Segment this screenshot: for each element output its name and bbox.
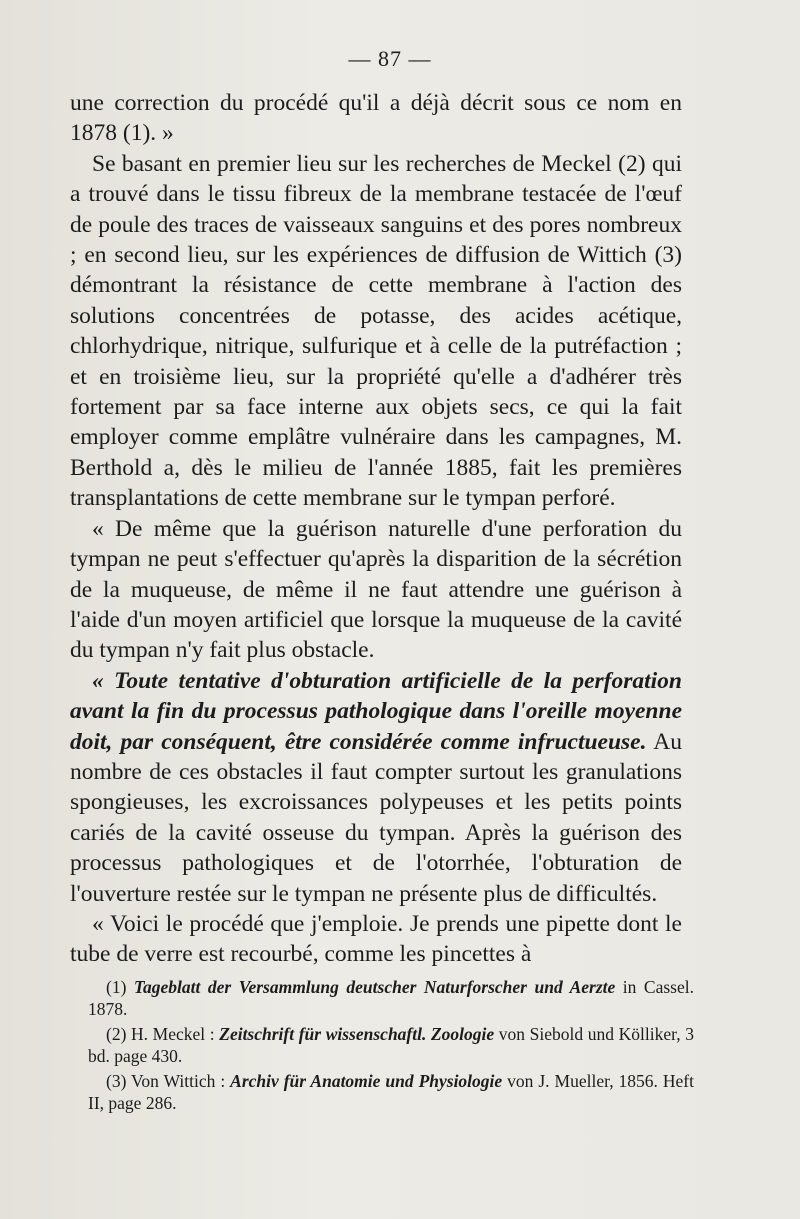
- paragraph-procede: « Voici le procédé que j'emploie. Je prends une pipette dont le tube de verre est recourbé, comme les pincettes à: [70, 910, 682, 968]
- footnote-1: [88, 976, 694, 1020]
- paragraph-berthold: Se basant en premier lieu sur les recherches de Meckel (2) qui a trouvé dans le tissu fibreux de la membrane testacée de l'œuf de poule des traces de vaisseaux sanguins et des pores nombreux ; en second lieu, sur les expériences de diffusion de Wittich (3) démontrant la résistance de cette membrane à l'action des solutions concentrées de potasse, des acides acétique, chlorhydrique, nitrique, sulfurique et à celle de la putréfaction ; et en troisième lieu, sur la propriété qu'elle a d'adhérer très fortement par sa face interne aux objets secs, ce qui la fait employer comme emplâtre vulnéraire dans les campagnes, M. Berthold a, dès le milieu de l'année 1885, fait les premières transplantations de cette membrane sur le tympan perforé.: [70, 150, 682, 512]
- footnote-2: [88, 1023, 694, 1067]
- footnote-2-rest: von Siebold und Kölliker, 3 bd. page 430.: [88, 1024, 694, 1066]
- paragraph-obturation: [70, 666, 682, 909]
- footnote-3-number: (3): [106, 1071, 127, 1091]
- paragraph-guerison: « De même que la guérison naturelle d'une perforation du tympan ne peut s'effectuer qu'après la disparition de la sécrétion de la muqueuse, de même il ne faut attendre une guérison à l'aide d'un moyen artificiel que lorsque la muqueuse de la cavité du tympan n'y fait plus obstacle.: [70, 515, 682, 664]
- footnote-3-author: Von Wittich :: [126, 1071, 231, 1091]
- paragraph-continuation: une correction du procédé qu'il a déjà décrit sous ce nom en 1878 (1). »: [70, 90, 682, 147]
- paragraph-obturation-rest: Au nombre de ces obstacles il faut compter surtout les granulations spongieuses, les excroissances polypeuses et les petits points cariés de la cavité osseuse du tympan. Après la guérison des processus pathologiques et de l'otorrhée, l'obturation de l'ouverture restée sur le tympan ne présente plus de difficultés.: [70, 728, 682, 907]
- footnote-2-title: Zeitschrift für wissenschaftl. Zoologie: [219, 1024, 495, 1044]
- footnote-1-title: Tageblatt der Versammlung deutscher Naturforscher und Aerzte: [133, 977, 616, 997]
- body-text: [70, 88, 682, 970]
- footnote-2-number: (2): [106, 1024, 127, 1044]
- footnote-3-title: Archiv für Anatomie und Physiologie: [230, 1071, 503, 1091]
- footnote-3-rest: von J. Mueller, 1856. Heft II, page 286.: [88, 1071, 694, 1113]
- emphasized-statement: « Toute tentative d'obturation artificielle de la perforation avant la fin du processus pathologique dans l'oreille moyenne doit, par conséquent, être considérée comme infructueuse.: [70, 667, 682, 755]
- footnotes: [88, 976, 694, 1117]
- footnote-1-rest: in Cassel. 1878.: [88, 977, 694, 1019]
- page-number: — 87 —: [348, 46, 432, 71]
- footnote-3: [88, 1070, 694, 1114]
- footnote-2-author: H. Meckel :: [126, 1024, 220, 1044]
- footnote-1-number: (1): [106, 977, 127, 997]
